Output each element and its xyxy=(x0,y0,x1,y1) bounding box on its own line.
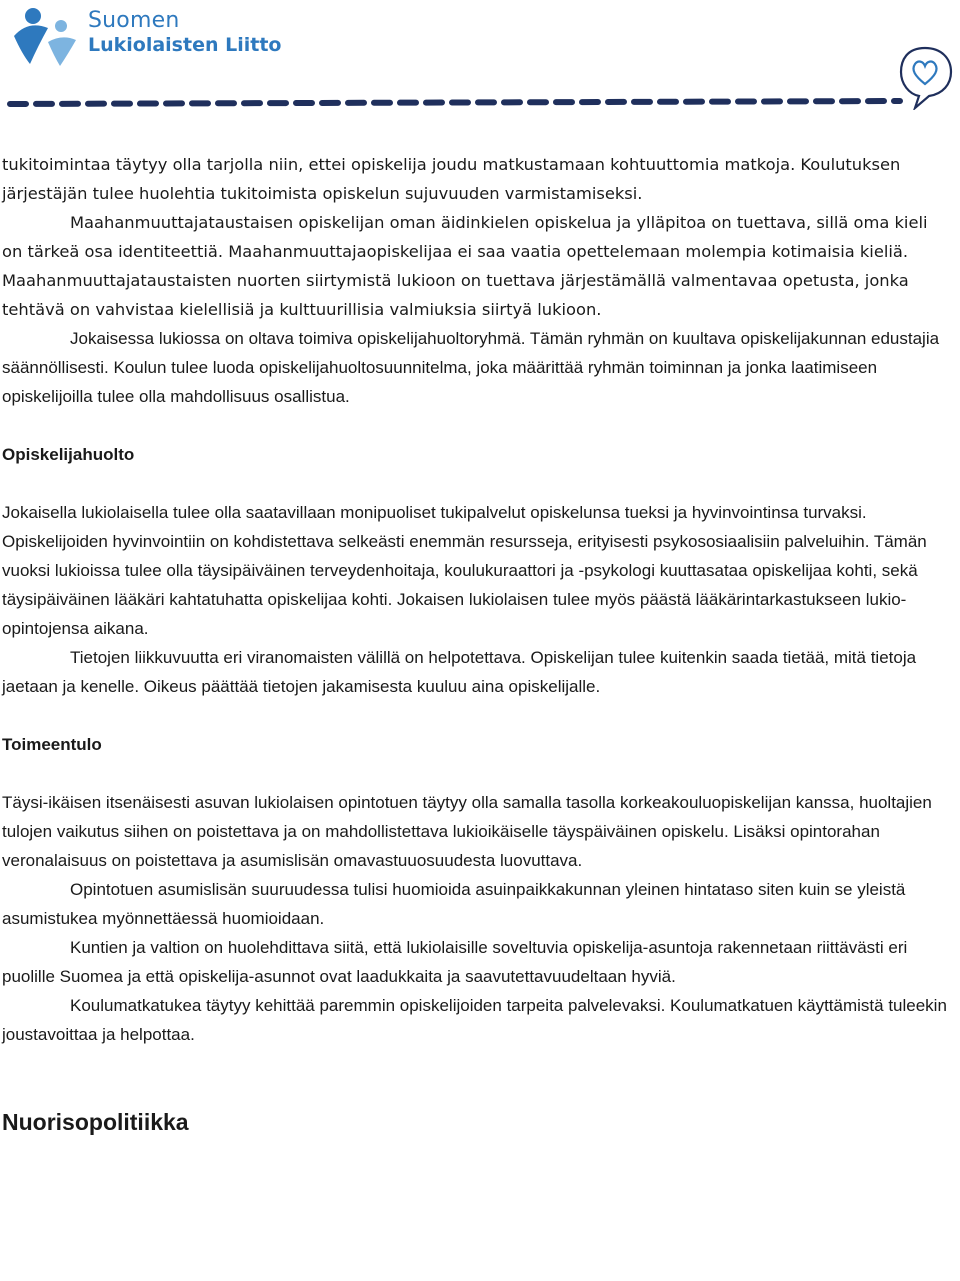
paragraph: tukitoimintaa täytyy olla tarjolla niin, ettei opiskelija joudu matkustamaan kohtuuttomia matkoja. Koulutuksen järjestäjän tulee huolehtia tukitoimista opiskelun sujuvuuden varmistamiseksi. xyxy=(2,155,901,203)
paragraph xyxy=(2,208,952,324)
paragraph: Jokaisessa lukiossa on oltava toimiva opiskelijahuoltoryhmä. Tämän ryhmän on kuultava opiskelijakunnan edustajia säännöllisesti. Koulun tulee luoda opiskelijahuoltosuunnitelma, joka määrittää ryhmän toiminnan ja jonka laatimiseen opiskelijoilla tulee olla mahdollisuus osallistua. xyxy=(2,329,940,406)
paragraph: Koulumatkatukea täytyy kehittää paremmin opiskelijoiden tarpeita palvelevaksi. Koulumatkatuen käyttämistä tuleekin joustavoittaa ja helpottaa. xyxy=(2,996,947,1044)
paragraph: Jokaisella lukiolaisella tulee olla saatavillaan monipuoliset tukipalvelut opiskelunsa tueksi ja hyvinvointinsa turvaksi. Opiskelijoiden hyvinvointiin on kohdistettava selkeästi enemmän resursseja, erityisesti psykososiaalisiin palveluihin. Tämän vuoksi lukioissa tulee olla täysipäiväinen terveydenhoitaja, koulukuraattori ja -psykologi kuuttasataa opiskelijaa kohti, sekä täysipäiväinen lääkäri kahtatuhatta opiskelijaa kohti. Jokaisen lukiolaisen tulee myös päästä lääkärintarkastukseen lukio-opintojensa aikana. xyxy=(2,503,927,638)
paragraph: Tietojen liikkuvuutta eri viranomaisten välillä on helpotettava. Opiskelijan tulee kuitenkin saada tietää, mitä tietoja jaetaan ja kenelle. Oikeus päättää tietojen jakamisesta kuuluu aina opiskelijalle. xyxy=(2,648,917,696)
paragraph-text: Maahanmuuttajataustaisten nuorten siirtymistä lukioon on tuettava järjestämällä valmentavaa opetusta, jonka tehtävä on vahvistaa kielellisiä ja kulttuurillisia valmiuksia siirtyä lukioon. xyxy=(2,271,909,319)
paragraph: Kuntien ja valtion on huolehdittava siitä, että lukiolaisille soveltuvia opiskelija-asuntoja rakennetaan riittävästi eri puolille Suomea ja että opiskelija-asunnot ovat laadukkaita ja saavutettavuudeltaan hyviä. xyxy=(2,938,908,986)
chapter-heading: Nuorisopolitiikka xyxy=(2,1109,189,1135)
page-header xyxy=(0,0,960,125)
paragraph-text: Maahanmuuttajataustaisen opiskelijan oman äidinkielen opiskelua ja ylläpitoa on tuettava, sillä oma kieli on tärkeä osa identiteettiä. Maahanmuuttajaopiskelijaa ei saa vaatia opettelemaan molempia kotimaisia kieliä. xyxy=(2,213,928,261)
paragraph: Täysi-ikäisen itsenäisesti asuvan lukiolaisen opintotuen täytyy olla samalla tasolla korkeakouluopiskelijan kanssa, huoltajien tulojen vaikutus siihen on poistettava ja on mahdollistettava lukioikäiselle täyspäiväinen opiskelu. Lisäksi opintorahan veronalaisuus on poistettava ja asumislisän omavastuuosuudesta luovuttava. xyxy=(2,793,932,870)
section-heading: Toimeentulo xyxy=(2,735,102,754)
section-heading: Opiskelijahuolto xyxy=(2,445,135,464)
logo-text-line1: Suomen xyxy=(88,8,180,33)
paragraph: Opintotuen asumislisän suuruudessa tulisi huomioida asuinpaikkakunnan yleinen hintataso siten kuin se yleistä asumistukea myönnettäessä huomioidaan. xyxy=(2,880,906,928)
logo-figures-icon xyxy=(8,6,86,77)
document-body xyxy=(2,150,952,1137)
dashed-divider xyxy=(0,94,960,114)
heart-speech-bubble-icon xyxy=(895,42,955,115)
logo-text-line2: Lukiolaisten Liitto xyxy=(88,34,282,56)
